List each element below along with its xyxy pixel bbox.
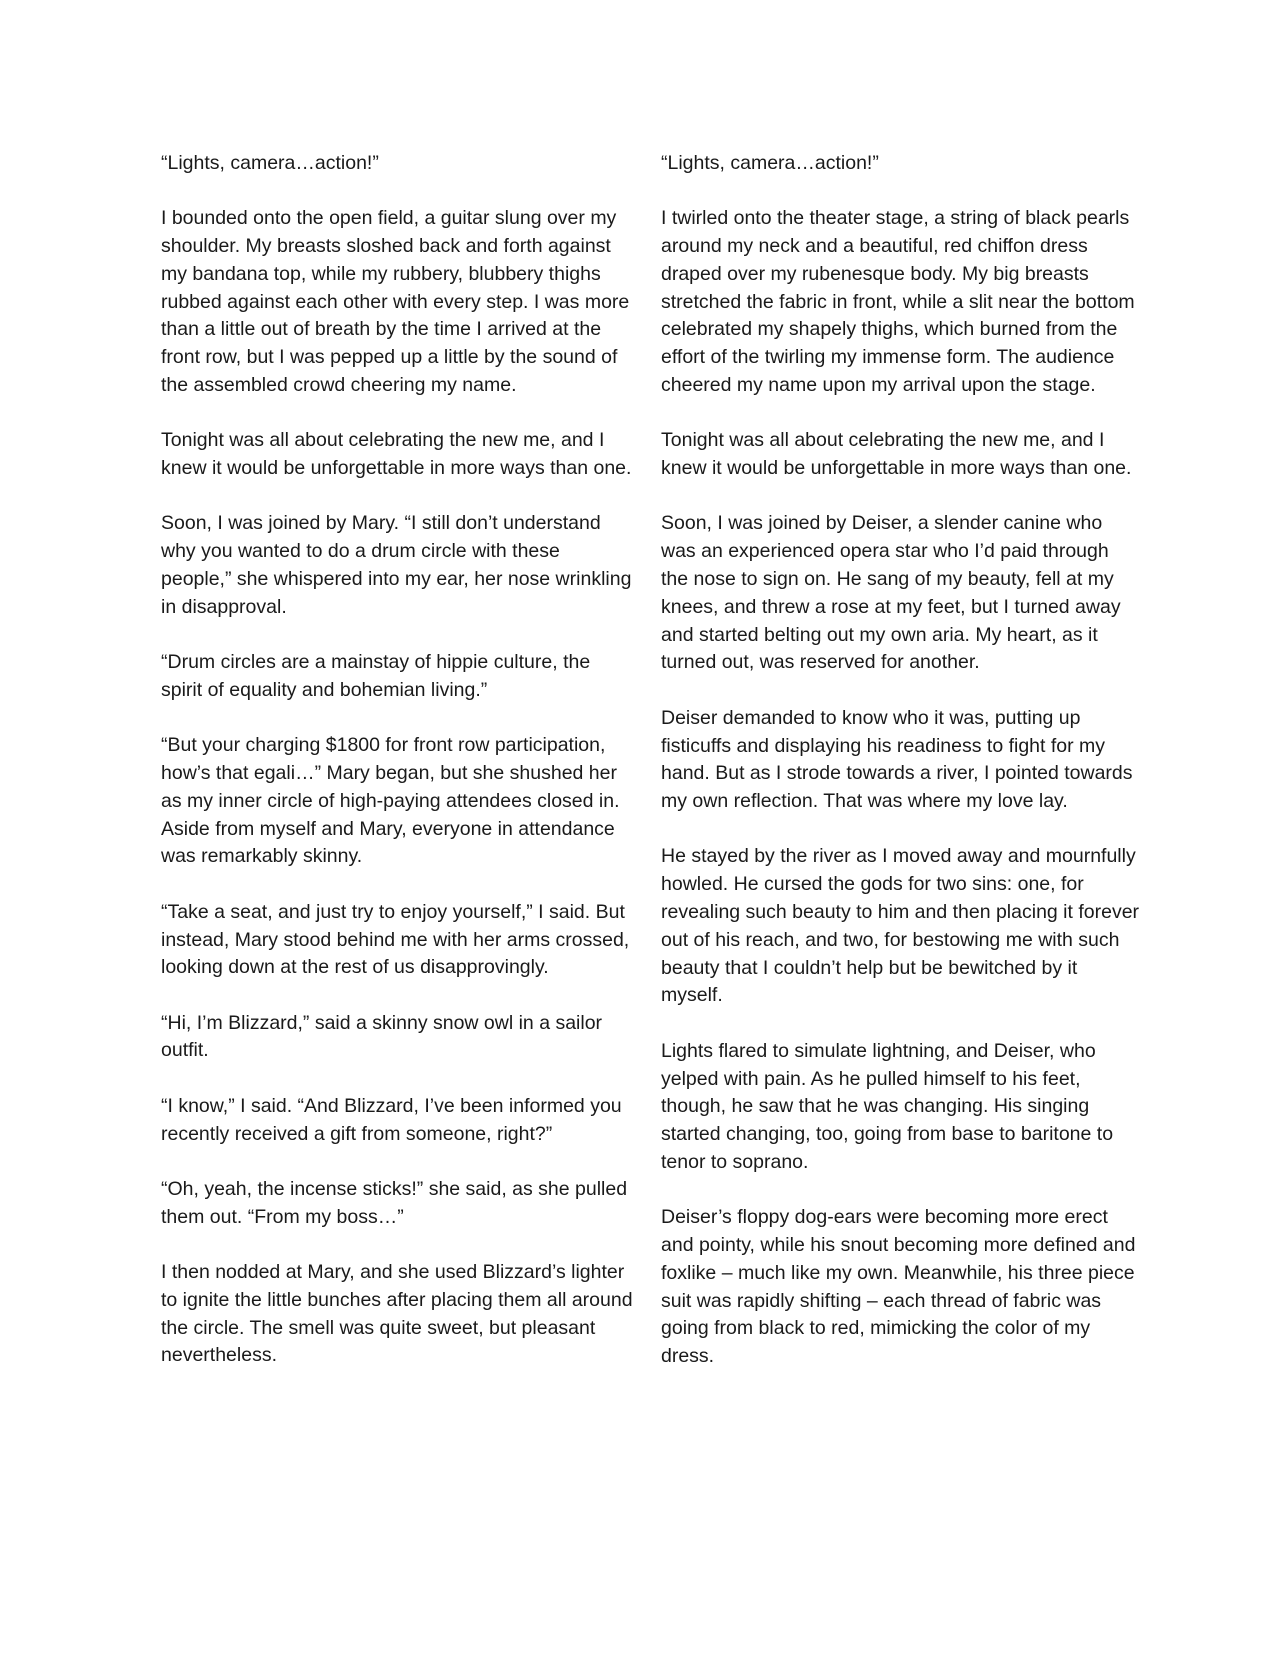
paragraph: “Lights, camera…action!” [661, 152, 879, 174]
paragraph: He stayed by the river as I moved away and mournfully howled. He cursed the gods for two sins: one, for revealing such beauty to him and then placing it forever out of his reach, and two, for bestowing me with such beauty that I couldn’t help but be bewitched by it myself. [661, 845, 1140, 1007]
paragraph: Tonight was all about celebrating the new me, and I knew it would be unforgettable in more ways than one. [161, 429, 632, 480]
paragraph: “Oh, yeah, the incense sticks!” she said, as she pulled them out. “From my boss…” [161, 1177, 628, 1228]
paragraph: “Hi, I’m Blizzard,” said a skinny snow owl in a sailor outfit. [161, 1011, 603, 1062]
paragraph: I then nodded at Mary, and she used Blizzard’s lighter to ignite the little bunches after placing them all around the circle. The smell was quite sweet, but pleasant nevertheless. [161, 1260, 633, 1367]
paragraph: Deiser’s floppy dog-ears were becoming more erect and pointy, while his snout becoming more defined and foxlike – much like my own. Meanwhile, his three piece suit was rapidly shifting – each thread of fabric was going from black to red, mimicking the color of my dress. [661, 1206, 1136, 1368]
paragraph: Soon, I was joined by Mary. “I still don’t understand why you wanted to do a drum circle with these people,” she whispered into my ear, her nose wrinkling in disapproval. [161, 512, 632, 618]
paragraph: Lights flared to simulate lightning, and Deiser, who yelped with pain. As he pulled himself to his feet, though, he saw that he was changing. His singing started changing, too, going from base to baritone to tenor to soprano. [661, 1039, 1114, 1173]
right-column [661, 150, 1141, 1398]
left-column [161, 150, 633, 1398]
paragraph: “But your charging $1800 for front row participation, how’s that egali…” Mary began, but she shushed her as my inner circle of high-paying attendees closed in. Aside from myself and Mary, everyone in attendance was remarkably skinny. [161, 734, 620, 868]
paragraph: “Lights, camera…action!” [161, 152, 379, 174]
paragraph: Soon, I was joined by Deiser, a slender canine who was an experienced opera star who I’d paid through the nose to sign on. He sang of my beauty, fell at my knees, and threw a rose at my feet, but I turned away and started belting out my own aria. My heart, as it turned out, was reserved for another. [661, 512, 1121, 674]
paragraph: Tonight was all about celebrating the new me, and I knew it would be unforgettable in more ways than one. [661, 429, 1132, 480]
paragraph: “Drum circles are a mainstay of hippie culture, the spirit of equality and bohemian living.” [161, 651, 591, 701]
paragraph: “I know,” I said. “And Blizzard, I’ve been informed you recently received a gift from someone, right?” [161, 1094, 622, 1145]
paragraph: I bounded onto the open field, a guitar slung over my shoulder. My breasts sloshed back and forth against my bandana top, while my rubbery, blubbery thighs rubbed against each other with every step. I was more than a little out of breath by the time I arrived at the front row, but I was pepped up a little by the sound of the assembled crowd cheering my name. [161, 207, 630, 397]
paragraph: “Take a seat, and just try to enjoy yourself,” I said. But instead, Mary stood behind me with her arms crossed, looking down at the rest of us disapprovingly. [161, 900, 630, 979]
paragraph: I twirled onto the theater stage, a string of black pearls around my neck and a beautiful, red chiffon dress draped over my rubenesque body. My big breasts stretched the fabric in front, while a slit near the bottom celebrated my shapely thighs, which burned from the effort of the twirling my immense form. The audience cheered my name upon my arrival upon the stage. [661, 207, 1135, 397]
paragraph: Deiser demanded to know who it was, putting up fisticuffs and displaying his readiness to fight for my hand. But as I strode towards a river, I pointed towards my own reflection. That was where my love lay. [661, 706, 1133, 813]
